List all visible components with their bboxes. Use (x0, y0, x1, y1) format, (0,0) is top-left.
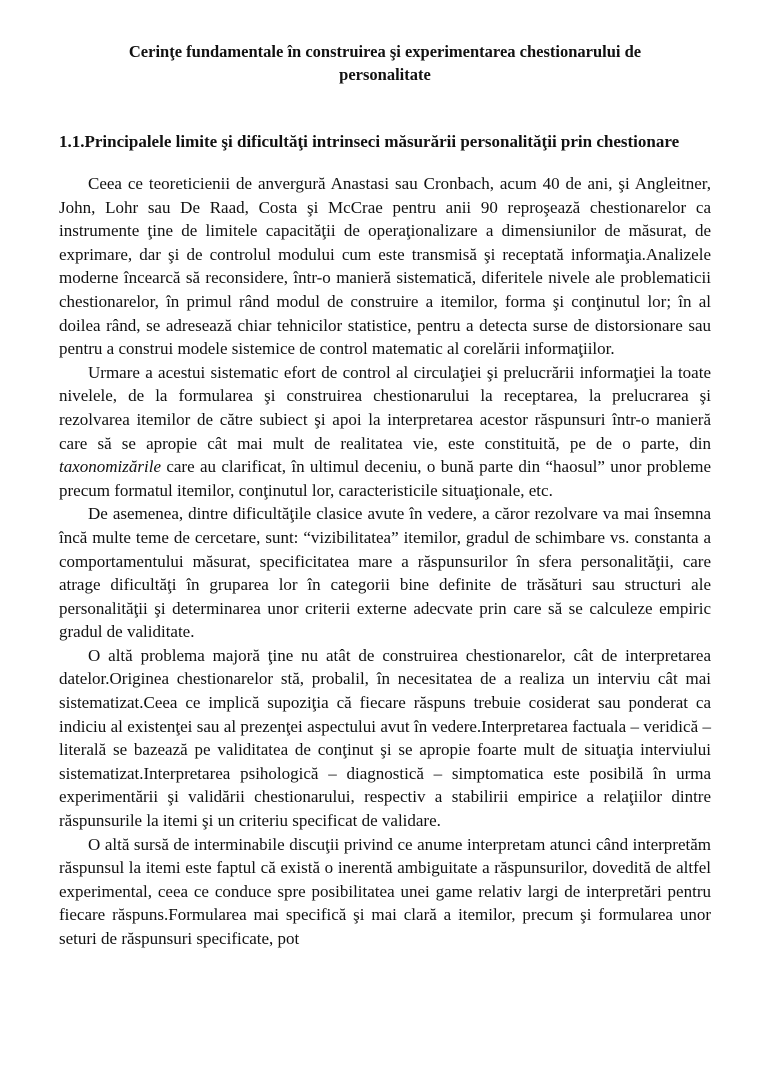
paragraph-2-emphasis: taxonomizările (59, 457, 161, 477)
section-number: 1.1. (59, 132, 85, 151)
paragraph-2-before: Urmare a acestui sistematic efort de control al circulaţiei şi prelucrării informaţiei la toate nivelele, de la formularea şi construirea chestionarului la receptarea, la prelucrarea şi rezolvarea itemilor de către subiect şi apoi la interpretarea acestor răspunsuri într-o manieră care să se apropie cât mai mult de realitatea vie, este constituită, pe de o parte, din (59, 362, 711, 453)
paragraph-2 (59, 361, 711, 503)
paragraph-2-after: care au clarificat, în ultimul deceniu, o bună parte din “haosul” unor probleme precum formatul itemilor, conţinutul lor, caracteristicile situaţionale, etc. (59, 457, 711, 500)
paragraph-3: De asemenea, dintre dificultăţile clasice avute în vedere, a căror rezolvare va mai însemna încă multe teme de cercetare, sunt: “vizibilitatea” itemilor, gradul de schimbare vs. constanta a comportamentului măsurat, specificitatea mare a răspunsurilor în sfera personalităţii, care atrage dificultăţi în gruparea lor în categorii bine definite de trăsături sau structuri ale personalităţii şi determinarea unor criterii externe adecvate prin care să se calculeze empiric gradul de validitate. (59, 504, 711, 642)
document-title: Cerinţe fundamentale în construirea şi experimentarea chestionarului de personalitate (128, 42, 642, 84)
paragraph-4: O altă problema majoră ţine nu atât de construirea chestionarelor, cât de interpretarea datelor.Originea chestionarelor stă, probalil, în necesitatea de a realiza un interviu cât mai sistematizat.Ceea ce implică supoziţia că fiecare răspuns trebuie cosiderat sau ponderat ca indiciu al existenţei sau al prezenţei aspectului avut în vedere.Interpretarea factuala – veridică – literală se bazează pe validitatea de conţinut şi se apropie foarte mult de situaţia interviului sistematizat.Interpretarea psihologică – diagnostică – simptomatica este posibilă în urma experimentării şi validării chestionarului, respectiv a stabilirii empirice a relaţiilor dintre răspunsurile la itemi şi un criteriu specificat de validare. (59, 645, 711, 831)
section-heading-text: Principalele limite şi dificultăţi intrinseci măsurării personalităţii prin chestionare (84, 132, 680, 151)
paragraph-5: O altă sursă de interminabile discuţii privind ce anume interpretam atunci când interpretăm răspunsul la itemi este faptul că există o inerentă ambiguitate a răspunsurilor, dovedită de altfel experimental, ceea ce conduce spre posibilitatea unei game relativ largi de interpretări pentru fiecare răspuns.Formularea mai specifică şi mai clară a itemilor, precum şi formularea unor seturi de răspunsuri specificate, pot (59, 834, 711, 948)
section-heading (59, 130, 711, 153)
paragraph-1: Ceea ce teoreticienii de anvergură Anastasi sau Cronbach, acum 40 de ani, şi Angleitner, John, Lohr sau De Raad, Costa şi McCrae pentru anii 90 reproşează chestionarelor ca instrumente ţine de limitele capacităţii de operaţionalizare a dimensiunilor de măsurat, de exprimare, dar şi de controlul modului cum este transmisă şi receptată informaţia.Analizele moderne încearcă să reconsidere, într-o manieră sistematică, diferitele nivele ale problematicii chestionarelor, în primul rând modul de construire a itemilor, forma şi conţinutul lor; în al doilea rând, se adresează chiar tehnicilor statistice, pentru a detecta surse de distorsionare sau pentru a construi modele sistemice de control matematic al corelării informaţiilor. (59, 174, 711, 359)
